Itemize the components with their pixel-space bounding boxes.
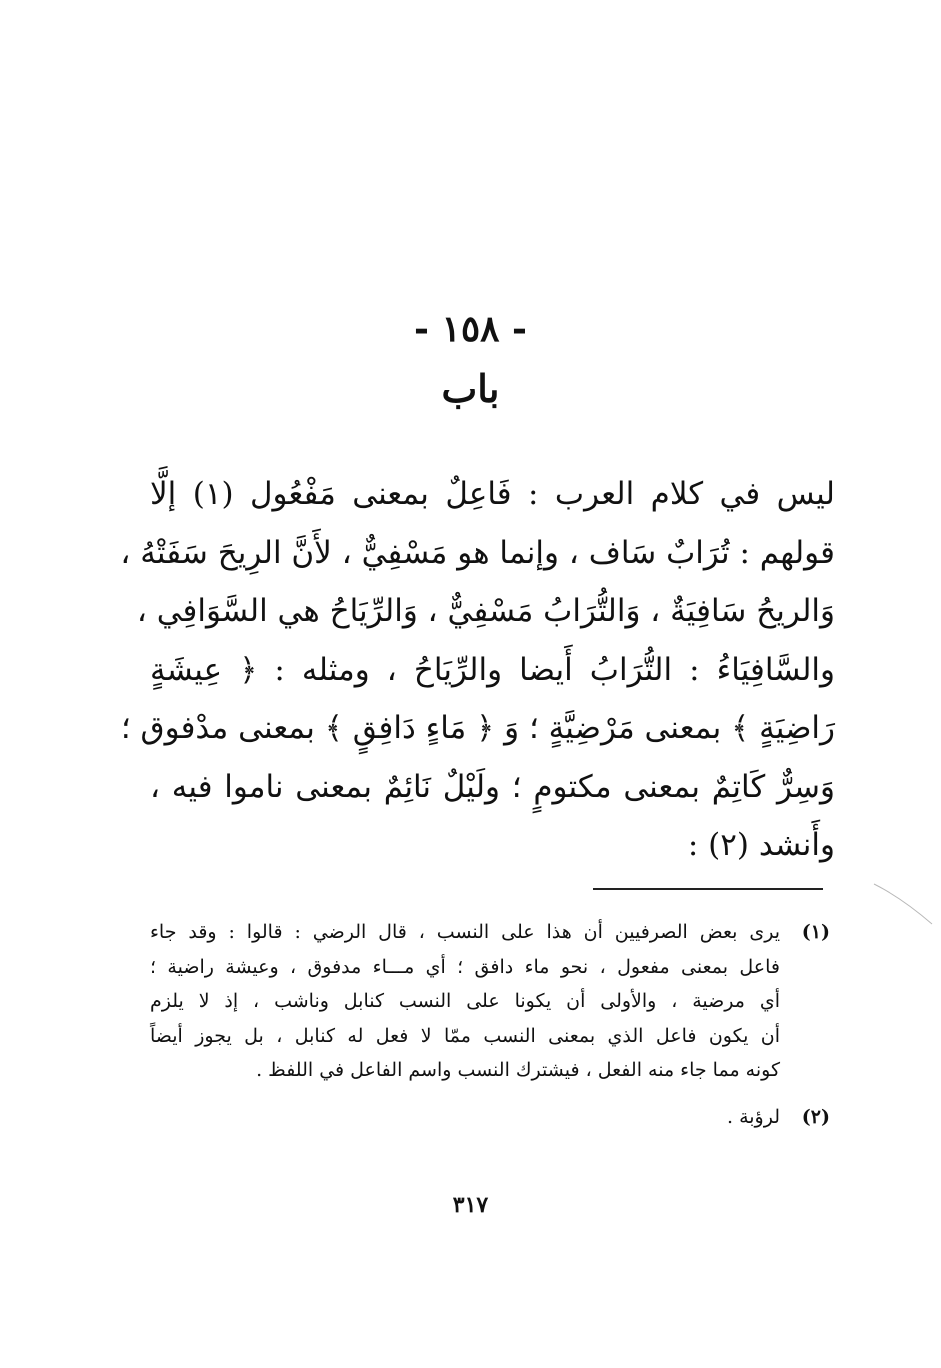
body-line: رَاضِيَةٍ ﴾ بمعنى مَرْضِيَّةٍ ؛ وَ ﴿ مَاءٍ دَافِقٍ ﴾ بمعنى مدْفوق ؛ — [120, 710, 835, 746]
page-number: ٣١٧ — [452, 1192, 489, 1218]
body-line: وَسِرٌّ كَاتِمٌ بمعنى مكتومٍ ؛ ولَيْلٌ نَائِمٌ بمعنى ناموا فيه ، — [150, 768, 835, 805]
footnote-line: أي مرضية ، والأولى أن يكونا على النسب كنابل وناشب ، إذ لا يلزم — [150, 990, 780, 1012]
footnotes — [150, 915, 830, 1146]
footnote-1 — [150, 915, 830, 1088]
section-number: - ١٥٨ - — [414, 308, 527, 350]
body-line: وأَنشد (٢) : — [687, 827, 835, 863]
footnote-line: أن يكون فاعل الذي بمعنى النسب ممّا لا فعل له كنابل ، بل يجوز أيضاً — [150, 1024, 780, 1047]
footnote-divider — [593, 888, 823, 890]
scan-artifact-line — [872, 880, 934, 928]
footnote-line: كونه مما جاء منه الفعل ، فيشترك النسب واسم الفاعل في اللفظ . — [256, 1059, 780, 1081]
body-line: ليس في كلام العرب : فَاعِلٌ بمعنى مَفْعُول (١) إلَّا — [150, 476, 835, 512]
body-line: والسَّافِيَاءُ : التُّرَابُ أَيضا والرِّيَاحُ ، ومثله : ﴿ عِيشَةٍ — [150, 651, 835, 688]
footnote-body — [150, 915, 780, 1088]
section-title: باب — [441, 366, 500, 411]
footnote-body — [150, 1100, 780, 1135]
footnote-line: يرى بعض الصرفيين أن هذا على النسب ، قال الرضي : قالوا : وقد جاء — [150, 921, 780, 943]
footnote-line: فاعل بمعنى مفعول ، نحو ماء دافق ؛ أي مـــاء مدفوق ، وعيشة راضية ؛ — [150, 955, 780, 978]
footnote-marker: (١) — [801, 921, 830, 943]
body-line: وَالريحُ سَافِيَةٌ ، وَالتُّرَابُ مَسْفِيٌّ ، وَالرِّيَاحُ هي السَّوَافِي ، — [136, 593, 835, 629]
body-text — [120, 465, 835, 875]
footnote-2 — [150, 1100, 830, 1135]
body-line: قولهم : تُرَابٌ سَاف ، وإنما هو مَسْفِيٌّ ، لأَنَّ الرِيحَ سَفَتْهُ ، — [120, 534, 835, 571]
footnote-marker: (٢) — [801, 1105, 830, 1128]
footnote-line: لرؤبة . — [726, 1105, 780, 1128]
